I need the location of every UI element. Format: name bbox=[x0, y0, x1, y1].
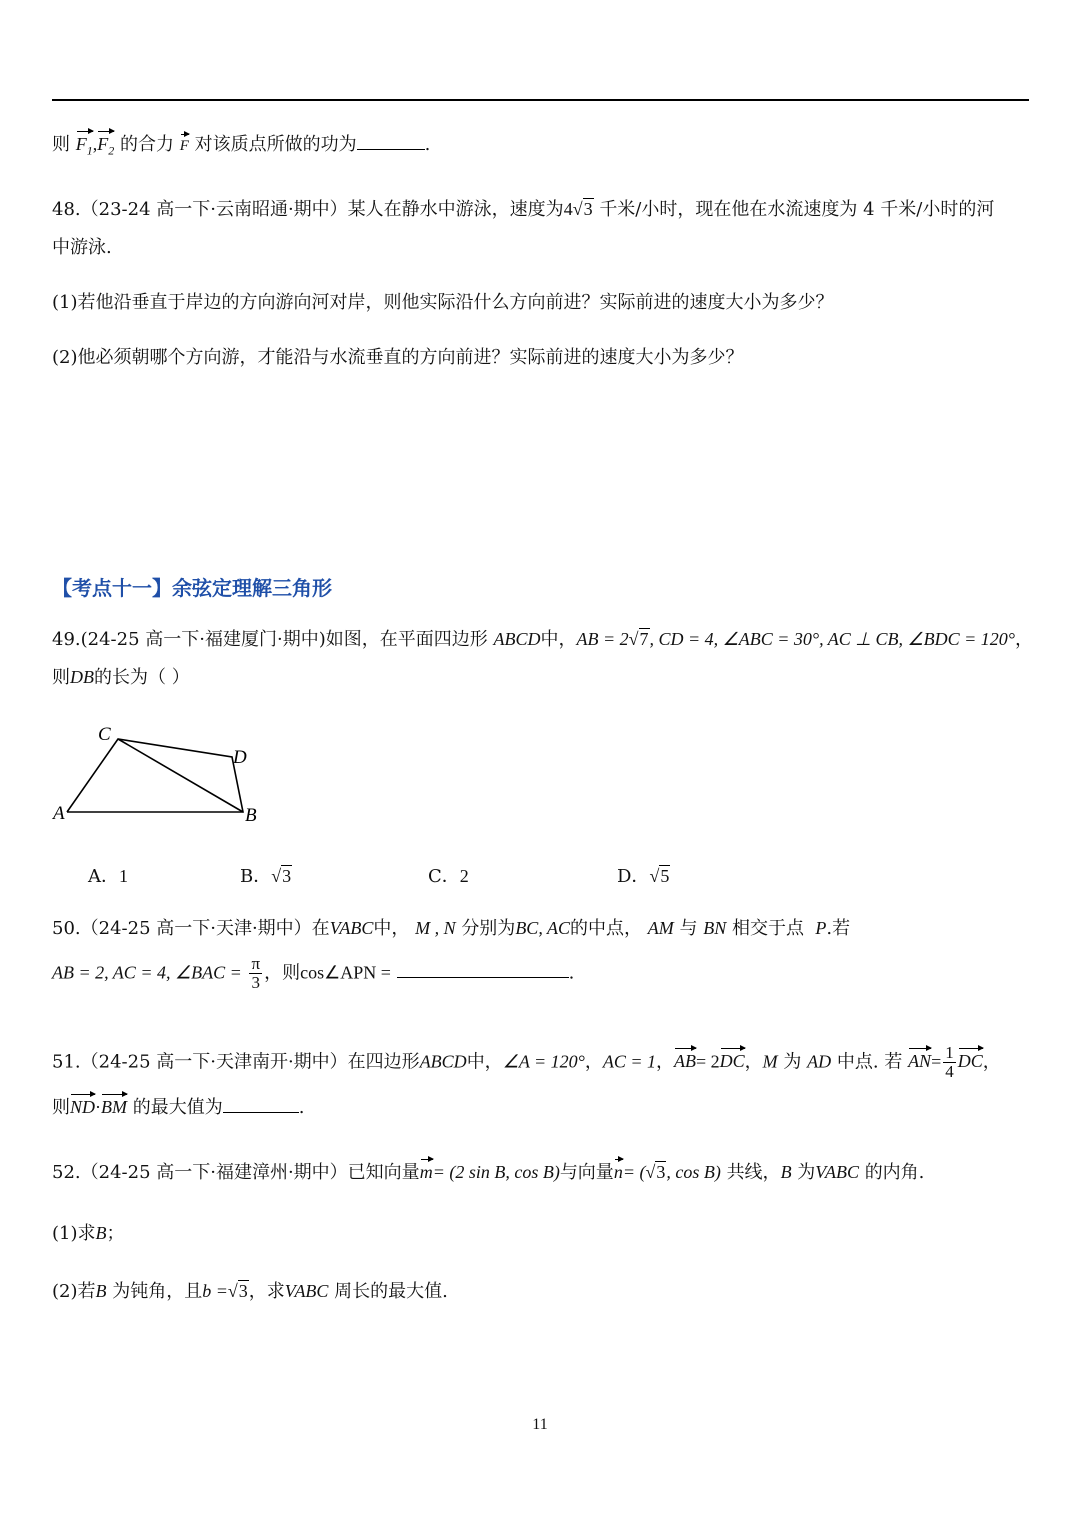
label-b: B bbox=[245, 805, 257, 826]
label-a: A bbox=[53, 803, 65, 824]
quad-outline bbox=[67, 739, 243, 812]
q49-line2: 则DB的长为（ ） bbox=[52, 667, 190, 688]
answer-blank bbox=[357, 135, 425, 150]
fraction-one-quarter: $\frac{1}{4}$ bbox=[945, 1043, 954, 1081]
quadrilateral-figure bbox=[50, 720, 280, 835]
q49-line1: 49.(24-25 高一下·福建厦门·期中)如图，在平面四边形 ABCD中，AB = 2√7, CD = 4, ∠ABC = 30°, AC ⊥ CB, ∠BDC = 120°， bbox=[52, 629, 1033, 650]
label-d: D bbox=[233, 747, 247, 768]
q52-part2: (2)若B 为钝角，且b =√3，求VABC 周长的最大值. bbox=[52, 1281, 448, 1302]
q48-line1: 48.（23-24 高一下·云南昭通·期中）某人在静水中游泳，速度为4√3 千米/小时，现在他在水流速度为 4 千米/小时的河 bbox=[52, 199, 995, 220]
q51-line1: 51.（24-25 高一下·天津南开·期中）在四边形ABCD中，∠A = 120°，AC = 1，AB= 2DC，M 为 AD 中点. 若 AN= $\frac{1}{4}$ DC， bbox=[52, 1043, 1001, 1081]
q50-line1: 50.（24-25 高一下·天津·期中）在VABC中， M , N 分别为BC, AC的中点， AM 与 BN 相交于点 P.若 bbox=[52, 918, 851, 939]
q52-part1: (1)求B； bbox=[52, 1223, 125, 1244]
choice-b[interactable]: B．√3 bbox=[240, 866, 292, 887]
header-rule bbox=[52, 99, 1029, 101]
section-heading: 【考点十一】余弦定理解三角形 bbox=[52, 576, 332, 600]
q48-part1: (1)若他沿垂直于岸边的方向游向河对岸，则他实际沿什么方向前进？实际前进的速度大小为多少？ bbox=[52, 292, 834, 313]
vector-f1: $F_1$ bbox=[75, 134, 93, 158]
answer-blank bbox=[397, 963, 569, 978]
choice-a[interactable]: A．1 bbox=[88, 866, 128, 887]
quadrilateral-diagram bbox=[50, 720, 280, 830]
diagonal-cb bbox=[118, 739, 243, 812]
vector-f2: $F_2$ bbox=[97, 134, 115, 158]
q47-tail: 则 $F_1,F_2$ 的合力 F 对该质点所做的功为 . bbox=[52, 134, 431, 158]
page-number: 11 bbox=[532, 1416, 548, 1433]
q51-line2: 则ND·BM 的最大值为 . bbox=[52, 1097, 305, 1118]
q48-line2: 中游泳. bbox=[52, 237, 112, 258]
q50-line2: AB = 2, AC = 4, ∠BAC = $\frac{\pi}{3}$ ，则cos∠APN = . bbox=[52, 954, 575, 992]
vector-f: F bbox=[179, 138, 189, 154]
q52-line1: 52.（24-25 高一下·福建漳州·期中）已知向量m= (2 sin B, cos B)与向量n= (√3, cos B) 共线，B 为VABC 的内角. bbox=[52, 1162, 925, 1183]
choice-c[interactable]: C．2 bbox=[428, 866, 469, 887]
choice-d[interactable]: D．√5 bbox=[617, 866, 670, 887]
q48-part2: (2)他必须朝哪个方向游，才能沿与水流垂直的方向前进？实际前进的速度大小为多少？ bbox=[52, 347, 744, 368]
fraction-pi-over-3: $\frac{\pi}{3}$ bbox=[251, 954, 261, 992]
label-c: C bbox=[98, 724, 111, 745]
answer-blank bbox=[223, 1098, 299, 1113]
